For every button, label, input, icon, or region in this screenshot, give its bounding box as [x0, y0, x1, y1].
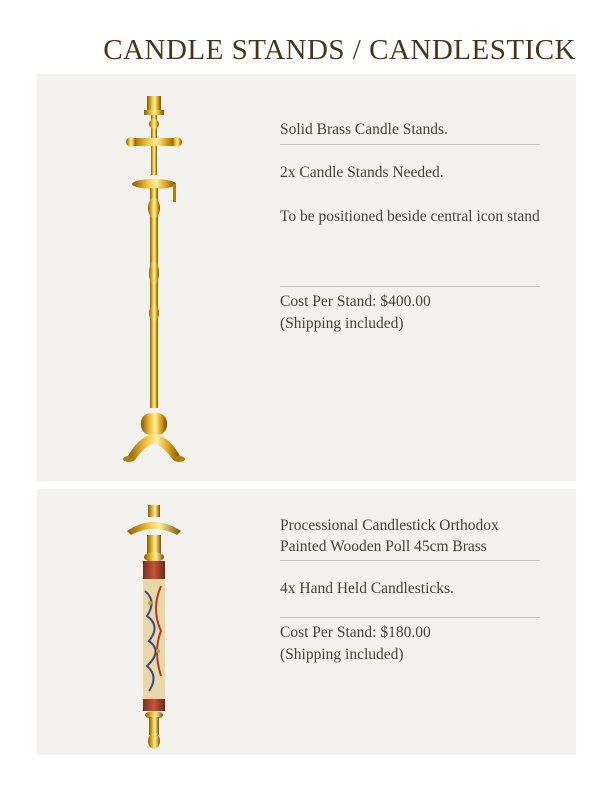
page-title: CANDLE STANDS / CANDLESTICK — [103, 34, 576, 66]
product-note: To be positioned beside central icon stand — [280, 208, 540, 225]
divider — [280, 560, 540, 561]
product-name: Processional Candlestick Orthodox Painted Wooden Poll 45cm Brass — [280, 517, 499, 555]
product-shipping: (Shipping included) — [280, 315, 404, 332]
divider — [280, 286, 540, 287]
product-card-processional-candlestick — [37, 489, 576, 755]
product-shipping: (Shipping included) — [280, 646, 404, 663]
product-card-candle-stand — [37, 74, 576, 481]
product-cost: Cost Per Stand: $400.00 — [280, 293, 431, 310]
divider — [280, 617, 540, 618]
product-cost: Cost Per Stand: $180.00 — [280, 624, 431, 641]
product-name: Solid Brass Candle Stands. — [280, 121, 448, 138]
product-quantity: 4x Hand Held Candlesticks. — [280, 580, 454, 597]
product-quantity: 2x Candle Stands Needed. — [280, 164, 444, 181]
brass-candle-stand-icon — [117, 88, 193, 468]
processional-candlestick-icon — [117, 501, 193, 753]
divider — [280, 144, 540, 145]
